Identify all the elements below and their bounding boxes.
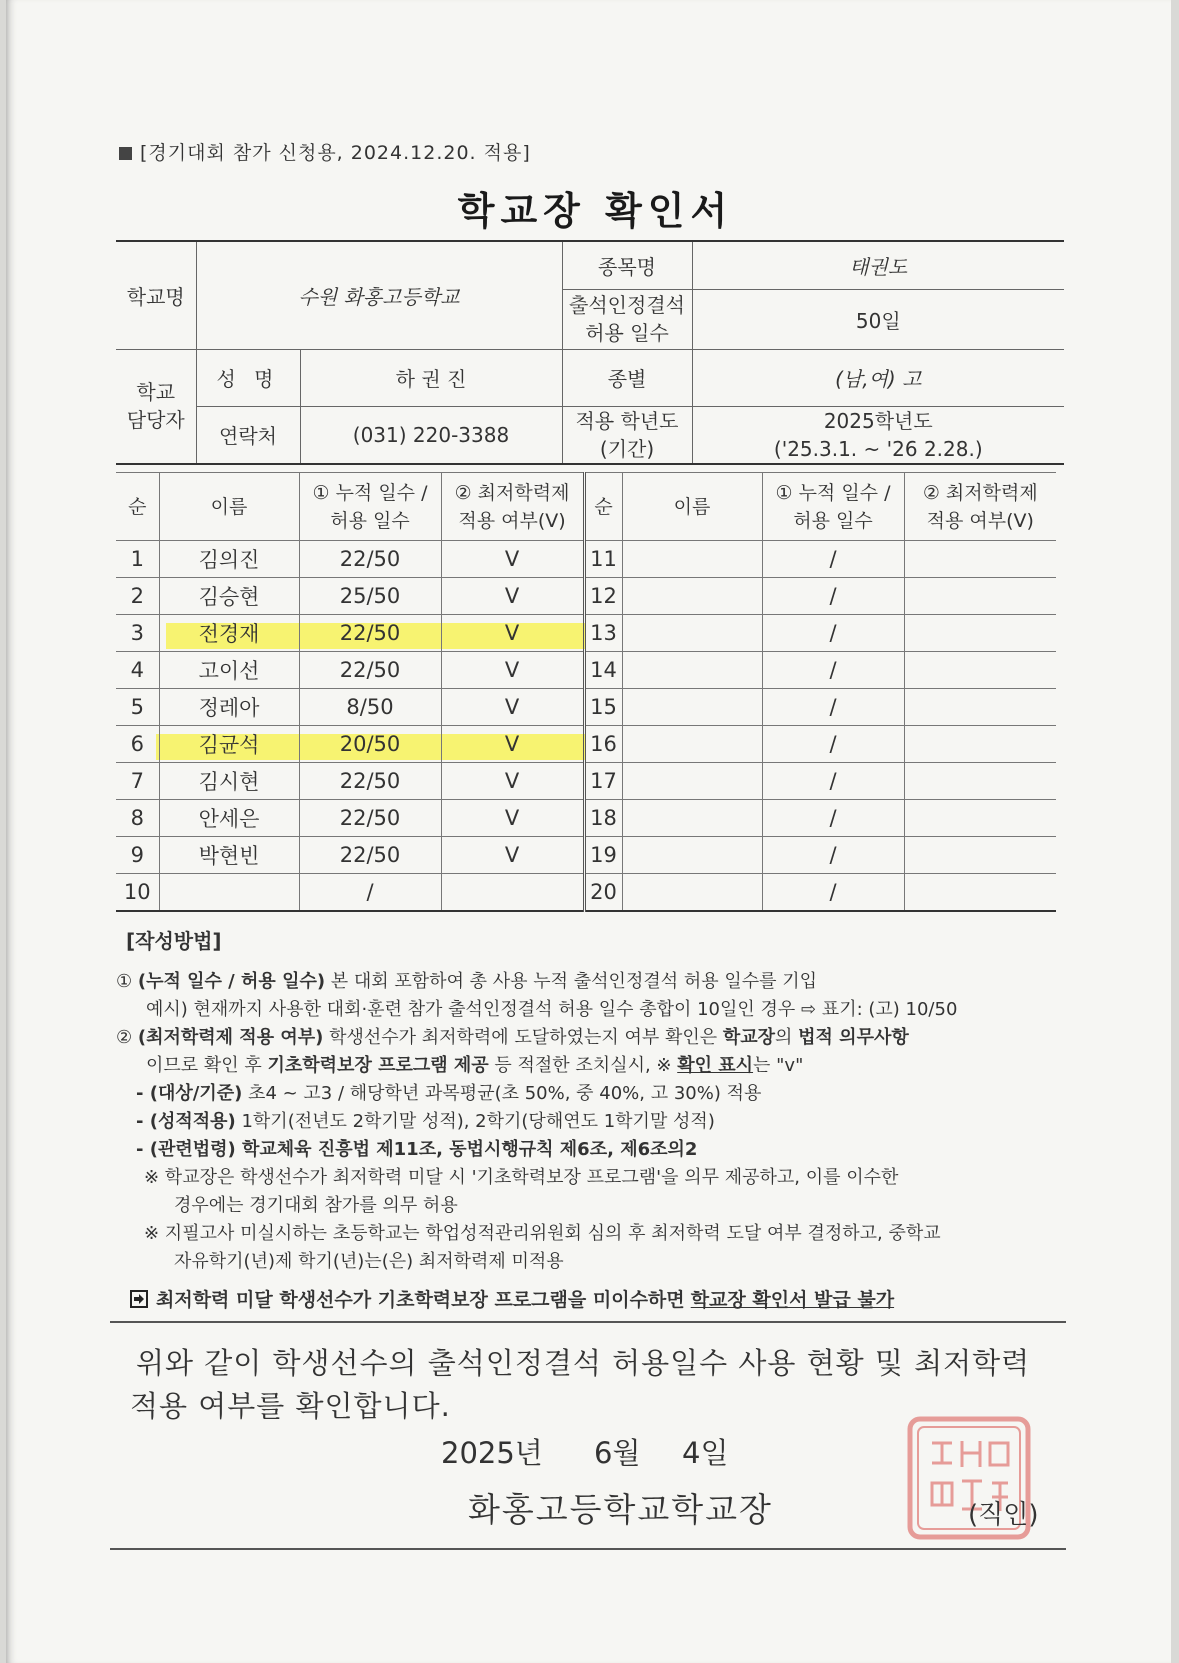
- seq-cell: 7: [116, 763, 159, 800]
- instruction-line-3: [116, 1023, 909, 1049]
- seq-cell: 3: [116, 615, 159, 652]
- header-min-right-1: ② 최저학력제: [922, 481, 1038, 504]
- days-cell: /: [762, 541, 904, 578]
- instruction-line-10: ※ 지필고사 미실시하는 초등학교는 학업성적관리위원회 심의 후 최저학력 도달 여부 결정하고, 중학교: [144, 1223, 941, 1244]
- manager-label: [116, 349, 196, 464]
- days-cell: /: [762, 874, 904, 912]
- instruction-7-bold: - (관련법령): [136, 1139, 236, 1160]
- confirm-line-2: 적용 여부를 확인합니다.: [130, 1389, 451, 1423]
- check-cell: V: [441, 726, 584, 763]
- table-row: [116, 689, 1056, 726]
- seq-cell: 1: [116, 541, 159, 578]
- check-cell: V: [441, 800, 584, 837]
- principal-name: 화홍고등학교학교장: [468, 1490, 773, 1529]
- date-year: 2025년: [441, 1436, 543, 1470]
- sport-label: 종목명: [562, 241, 692, 289]
- days-cell: 22/50: [299, 837, 441, 874]
- seq-cell: 19: [584, 837, 622, 874]
- days-cell: /: [762, 652, 904, 689]
- days-cell: 20/50: [299, 726, 441, 763]
- days-cell: /: [299, 874, 441, 912]
- header-days-right: [762, 473, 904, 541]
- days-cell: 22/50: [299, 615, 441, 652]
- instruction-1-bold: (누적 일수 / 허용 일수): [137, 971, 326, 992]
- name-label: 성 명: [196, 349, 300, 406]
- instruction-line-5: [136, 1079, 761, 1105]
- seq-cell: 8: [116, 800, 159, 837]
- seq-cell: 10: [116, 874, 159, 912]
- name-cell: 김의진: [159, 541, 299, 578]
- header-min-left: [441, 473, 584, 541]
- header-min-right: [904, 473, 1056, 541]
- header-seq-left: 순: [116, 473, 159, 541]
- check-cell: [904, 652, 1056, 689]
- table-row: [116, 763, 1056, 800]
- check-cell: V: [441, 615, 584, 652]
- name-cell: [622, 541, 762, 578]
- days-cell: 8/50: [299, 689, 441, 726]
- instruction-line-7: [136, 1135, 697, 1161]
- days-cell: 25/50: [299, 578, 441, 615]
- seq-cell: 12: [584, 578, 622, 615]
- allow-days-label-2: 허용 일수: [585, 321, 669, 345]
- seq-cell: 16: [584, 726, 622, 763]
- instruction-6-text: 1학기(전년도 2학기말 성적), 2학기(당해연도 1학기말 성적): [235, 1111, 715, 1132]
- seq-cell: 14: [584, 652, 622, 689]
- instruction-7-text: 학교체육 진흥법 제11조, 동법시행규칙 제6조, 제6조의2: [235, 1139, 698, 1160]
- school-label: 학교명: [116, 241, 196, 349]
- instruction-5-text: 초4 ~ 고3 / 해당학년 과목평균(초 50%, 중 40%, 고 30%) 적용: [242, 1083, 762, 1104]
- document-tag: [119, 138, 531, 165]
- contact-label: 연락처: [196, 406, 300, 464]
- name-cell: 김균석: [159, 726, 299, 763]
- header-days-right-1: ① 누적 일수 /: [775, 481, 891, 504]
- seq-cell: 13: [584, 615, 622, 652]
- seq-cell: 15: [584, 689, 622, 726]
- roster-table: [116, 472, 1056, 912]
- seal-label: (직인): [968, 1500, 1039, 1530]
- type-value: (남,여) 고: [692, 349, 1064, 406]
- check-cell: [904, 837, 1056, 874]
- instruction-3-bold-3: 법적 의무사항: [798, 1027, 909, 1048]
- instruction-6-bold: - (성적적용): [136, 1111, 236, 1132]
- table-row: [116, 541, 1056, 578]
- name-cell: [622, 726, 762, 763]
- table-row: [116, 800, 1056, 837]
- name-cell: [159, 874, 299, 912]
- instruction-1-text: 본 대회 포함하여 총 사용 누적 출석인정결석 허용 일수를 기입: [325, 971, 817, 992]
- name-cell: [622, 837, 762, 874]
- instruction-line-4: [146, 1051, 803, 1077]
- instruction-line-9: 경우에는 경기대회 참가를 의무 허용: [174, 1195, 458, 1216]
- instruction-line-8: ※ 학교장은 학생선수가 최저학력 미달 시 '기초학력보장 프로그램'을 의무 제공하고, 이를 이수한: [144, 1167, 899, 1188]
- document-page: [6, 0, 1171, 1663]
- seq-cell: 20: [584, 874, 622, 912]
- name-cell: [622, 578, 762, 615]
- name-cell: 정레아: [159, 689, 299, 726]
- check-cell: [904, 800, 1056, 837]
- check-cell: [904, 578, 1056, 615]
- instruction-12-bold: 최저학력 미달 학생선수가 기초학력보장 프로그램을 미이수하면: [156, 1289, 685, 1311]
- table-row: [116, 578, 1056, 615]
- name-cell: [622, 689, 762, 726]
- instruction-3-bold-2: 학교장: [722, 1027, 776, 1048]
- instruction-line-11: 자유학기(년)제 학기(년)는(은) 최저학력제 미적용: [174, 1251, 564, 1272]
- table-row: [116, 837, 1056, 874]
- instruction-4-text: 이므로 확인 후: [146, 1055, 268, 1076]
- check-cell: [904, 726, 1056, 763]
- days-cell: 22/50: [299, 763, 441, 800]
- name-cell: 김시현: [159, 763, 299, 800]
- instruction-4-bold: 기초학력보장 프로그램 제공: [267, 1055, 489, 1076]
- document-title: 학교장 확인서: [457, 189, 734, 233]
- year-label-2: (기간): [599, 436, 655, 461]
- check-cell: [441, 874, 584, 912]
- square-bullet-icon: [119, 147, 132, 160]
- seq-cell: 11: [584, 541, 622, 578]
- type-label: 종별: [562, 349, 692, 406]
- year-value: [692, 406, 1064, 464]
- name-cell: [622, 800, 762, 837]
- header-name-right: 이름: [622, 473, 762, 541]
- arrow-box-icon: [130, 1290, 148, 1308]
- instruction-4-underline: 확인 표시: [677, 1055, 754, 1076]
- header-days-left-2: 허용 일수: [330, 509, 410, 532]
- check-cell: V: [441, 541, 584, 578]
- days-cell: /: [762, 800, 904, 837]
- name-cell: 박현빈: [159, 837, 299, 874]
- allow-days-label-1: 출석인정결석: [569, 293, 685, 317]
- instruction-3-bold: (최저학력제 적용 여부): [137, 1027, 324, 1048]
- table-row: [116, 726, 1056, 763]
- check-cell: V: [441, 578, 584, 615]
- days-cell: /: [762, 615, 904, 652]
- check-cell: V: [441, 652, 584, 689]
- seq-cell: 4: [116, 652, 159, 689]
- circled-two: ②: [116, 1027, 133, 1048]
- name-cell: [622, 874, 762, 912]
- days-cell: 22/50: [299, 652, 441, 689]
- name-cell: [622, 615, 762, 652]
- instruction-4-text-2: 등 적절한 조치실시, ※: [488, 1055, 678, 1076]
- year-value-2: ('25.3.1. ~ '26 2.28.): [773, 436, 983, 461]
- instruction-line-1: [116, 967, 817, 993]
- year-value-1: 2025학년도: [823, 408, 933, 433]
- instruction-5-bold: - (대상/기준): [136, 1083, 243, 1104]
- name-value: 하 권 진: [300, 349, 562, 406]
- instruction-4-text-3: 는 "v": [753, 1055, 804, 1076]
- seq-cell: 6: [116, 726, 159, 763]
- seq-cell: 5: [116, 689, 159, 726]
- table-row: [116, 652, 1056, 689]
- manager-label-2: 담당자: [126, 408, 185, 432]
- instruction-line-12: [130, 1285, 894, 1312]
- days-cell: /: [762, 763, 904, 800]
- days-cell: 22/50: [299, 800, 441, 837]
- name-cell: 안세은: [159, 800, 299, 837]
- sport-value: 태권도: [692, 241, 1064, 289]
- info-table: [116, 240, 1064, 465]
- check-cell: [904, 874, 1056, 912]
- check-cell: V: [441, 689, 584, 726]
- header-days-right-2: 허용 일수: [793, 509, 873, 532]
- header-min-left-2: 적용 여부(V): [458, 509, 566, 532]
- instruction-line-6: [136, 1107, 715, 1133]
- allow-days-value: 50일: [692, 289, 1064, 349]
- header-seq-right: 순: [584, 473, 622, 541]
- confirm-line-1: 위와 같이 학생선수의 출석인정결석 허용일수 사용 현황 및 최저학력: [136, 1346, 1031, 1380]
- table-row: [116, 615, 1056, 652]
- check-cell: [904, 763, 1056, 800]
- days-cell: /: [762, 837, 904, 874]
- instruction-3-text-2: 의: [775, 1027, 799, 1048]
- days-cell: 22/50: [299, 541, 441, 578]
- seq-cell: 18: [584, 800, 622, 837]
- year-label-1: 적용 학년도: [575, 408, 679, 433]
- seq-cell: 2: [116, 578, 159, 615]
- check-cell: [904, 689, 1056, 726]
- header-name-left: 이름: [159, 473, 299, 541]
- header-days-left: [299, 473, 441, 541]
- date-month: 6월: [594, 1436, 641, 1470]
- divider-top: [110, 1321, 1066, 1323]
- allow-days-label: [562, 289, 692, 349]
- name-cell: 고이선: [159, 652, 299, 689]
- instructions-heading: [작성방법]: [126, 929, 222, 953]
- instruction-3-text: 학생선수가 최저학력에 도달하였는지 여부 확인은: [323, 1027, 723, 1048]
- seq-cell: 17: [584, 763, 622, 800]
- days-cell: /: [762, 726, 904, 763]
- name-cell: 김승현: [159, 578, 299, 615]
- instruction-line-2: 예시) 현재까지 사용한 대회·훈련 참가 출석인정결석 허용 일수 총합이 10일인 경우 ⇨ 표기: (고) 10/50: [146, 999, 958, 1020]
- header-days-left-1: ① 누적 일수 /: [312, 481, 428, 504]
- date-day: 4일: [682, 1436, 729, 1470]
- divider-bottom: [110, 1548, 1066, 1550]
- table-row: [116, 874, 1056, 912]
- name-cell: [622, 652, 762, 689]
- name-cell: 전경재: [159, 615, 299, 652]
- check-cell: [904, 541, 1056, 578]
- circled-one: ①: [116, 971, 133, 992]
- header-min-left-1: ② 최저학력제: [454, 481, 570, 504]
- document-tag-text: [경기대회 참가 신청용, 2024.12.20. 적용]: [140, 142, 531, 164]
- days-cell: /: [762, 578, 904, 615]
- instruction-12-underline: 학교장 확인서 발급 불가: [690, 1289, 895, 1311]
- check-cell: [904, 615, 1056, 652]
- contact-value: (031) 220-3388: [300, 406, 562, 464]
- days-cell: /: [762, 689, 904, 726]
- header-min-right-2: 적용 여부(V): [926, 509, 1034, 532]
- seq-cell: 9: [116, 837, 159, 874]
- year-label: [562, 406, 692, 464]
- manager-label-1: 학교: [136, 380, 176, 404]
- name-cell: [622, 763, 762, 800]
- check-cell: V: [441, 837, 584, 874]
- check-cell: V: [441, 763, 584, 800]
- school-value: 수원 화홍고등학교: [196, 241, 562, 349]
